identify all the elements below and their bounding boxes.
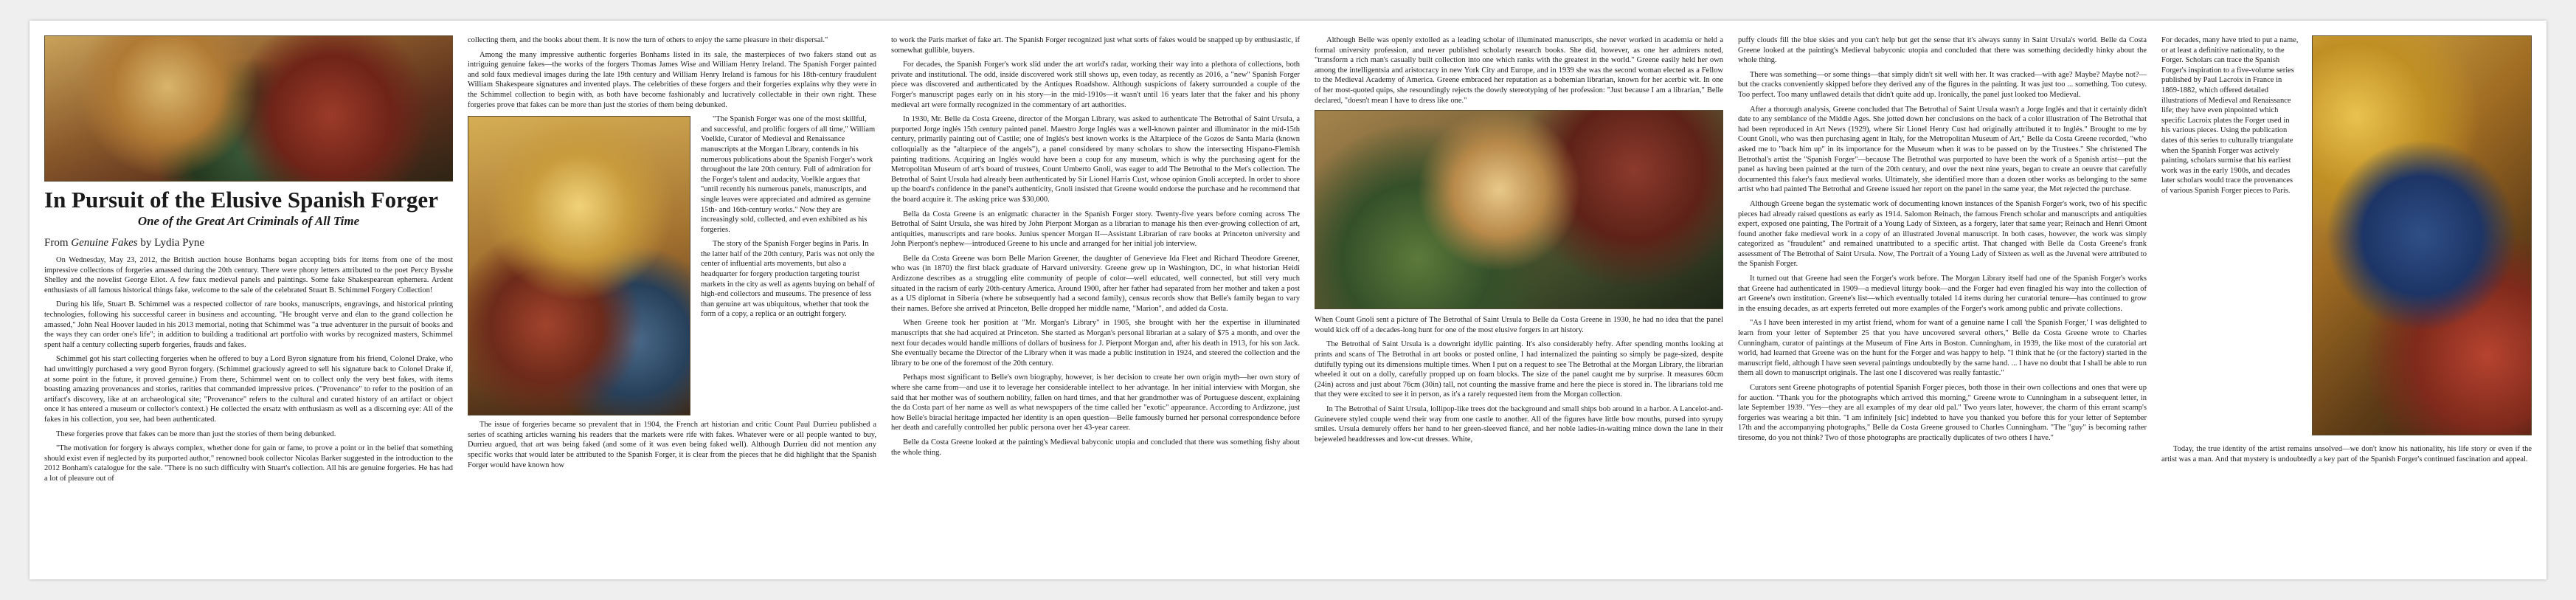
- paragraph: After a thorough analysis, Greene concluded that The Betrothal of Saint Ursula wasn't a Jorge Inglés and that it certainly didn't date to any semblance of the Middle Ages. She jotted down her conclusions on the back of a color illustration of The Betrothal that had been reproduced in Art News (1929), where Sir Lionel Henry Cust had originally attributed it to Inglés." Brought to me by Count Gnoli, who was then purchasing agent in Italy, for the Metropolitan Museum of Art," Belle da Costa Greene recorded, "who asked me to "back him up" in its importance for the Museum when it was to be passed on by the Trustees." She christened The Betrothal's artist the "Spanish Forger"—because The Betrothal was purported to have been the work of a Spanish artist—put the panel as having been painted at the turn of the 20th century, and over the next nine years, began to create an oeuvre that carefully documented this faker's faux medieval works. Ultimately, she identified more than a dozen other works as belonging to the same artist who had painted The Betrothal and Greene issued her report on the panel in the same year, the Met rejected the purchase.: [1738, 105, 2147, 194]
- paragraph: "As I have been interested in my artist friend, whom for want of a genuine name I call 'the Spanish Forger,' I was delighted to learn from your letter of September 25 that you have uncovered several others," Belle da Costa Greene wrote to Charles Cunningham, curator of paintings at the Museum of Fine Arts in Boston. Cunningham, in 1939, the like most of the curatorial art world, had learned that Greene was on the hunt for the Forger and was happy to help. "I think that he (or the factory) started in the manuscript field, although I have seen several paintings undoubtedly by the same hand. ... I have no doubt that I shall be able to run them all down to manuscript originals. The last one I discovered was really fantastic.": [1738, 319, 2147, 378]
- paragraph: Among the many impressive authentic forgeries Bonhams listed in its sale, the masterpieces of two fakers stand out as intriguing genuine fakes—the works of the forgers Thomas James Wise and William Henry Ireland. The Spanish Forger painted and sold faux medieval images during the late 19th century and William Henry Ireland is famous for his 18th-century fraudulent William Shakespeare signatures and invented plays. The celebrities of these forgers and their forgeries explains why they were in the Schimmel collection to begin with, as both have become fashionably and lucratively collectable in their own right. These forgeries prove that fakes can be more than just the stories of them being debunked.: [468, 50, 876, 109]
- paragraph: Today, the true identity of the artist remains unsolved—we don't know his nationality, his life story or even if the artist was a man. And that mystery is undoubtedly a key part of the Spanish Forger's continued fascination and appeal.: [2161, 445, 2532, 463]
- paragraph: collecting them, and the books about them. It is now the turn of others to enjoy the same pleasure in their dispersal.": [468, 36, 828, 44]
- header-painting: [44, 35, 453, 182]
- paragraph: These forgeries prove that fakes can be more than just the stories of them being debunked.: [56, 430, 336, 438]
- paragraph: When Greene took her position at "Mr. Morgan's Library" in 1905, she brought with her the expertise in illuminated manuscripts that she had acquired at Princeton. She started as Morgan's personal librarian at a salary of $75 a month, and over the next four decades would handle millions of dollars of business for J. Pierpont Morgan and, after his death in 1913, for his son Jack. She eventually became the Director of the Library when it was made a public institution in 1924, and steered the collection and the library to be one of the foremost of the 20th century.: [891, 319, 1300, 368]
- paragraph: The story of the Spanish Forger begins in Paris. In the latter half of the 20th century, Paris was not only the center of influential arts movements, but also a headquarter for forgery production targeting tourist markets in the city as well as agents buying on behalf of high-end collectors and museums. The presence of less than genuine art was ubiquitous, whether that took the form of a copy, a replica or an outright forgery.: [701, 240, 875, 319]
- article-title: In Pursuit of the Elusive Spanish Forger: [44, 187, 438, 213]
- paragraph: Although Greene began the systematic work of documenting known instances of the Spanish Forger's work, two of his specific pieces had already raised questions as early as 1914. Salomon Reinach, the famous French scholar and manuscripts and antiquities expert, exposed one painting, The Portrait of a Young Lady of Sixteen, as a forgery, later that same year; Reinach and Henri Omont found another fake medieval work in a copy of an illustrated Jovenal manuscript. In both cases, however, the work was simply categorized as "fraudulent" and remained unattributed to a specific artist. That changed with Belle da Costa Greene's frank assessment of The Betrothal of Saint Ursula. Now, The Portrait of a Young Lady of Sixteen as well as the Juvenal were attributed to the Spanish Forger.: [1738, 199, 2147, 269]
- paragraph: On Wednesday, May 23, 2012, the British auction house Bonhams began accepting bids for items from one of the most impressive collections of forgeries amassed during the 20th century. There were phony letters attributed to the poet Percy Bysshe Shelley and the novelist George Eliot. A few faux medieval panels and paintings. Some fake Shakespearean ephemera. Ardent enthusiasts of all famous historical things fake, welcome to the sale of the celebrated Stuart B. Schimmel Forgery Collection!: [44, 256, 453, 294]
- bottom-text-block: [2161, 444, 2532, 469]
- paragraph: "The motivation for forgery is always complex, whether done for gain or fame, to prove a point or in the belief that something should exist even if neglected by its purported author," renowned book collector Nicolas Barker suggested in the introduction to the 2012 Bonham's catalogue for the sale. "There is no such difficulty with Stuart's collection. All his are genuine forgeries. He has had a lot of pleasure out of: [44, 444, 453, 483]
- painting-saints-icon: [45, 36, 453, 181]
- column-1: [44, 35, 453, 565]
- painting-betrothal-icon: [1315, 111, 1723, 308]
- paragraph: Belle da Costa Greene looked at the painting's Medieval babyconic utopia and concluded that there was something fishy about the whole thing.: [891, 438, 1300, 457]
- narrow-text-block: [2161, 35, 2300, 201]
- madonna-painting: [468, 116, 690, 415]
- illuminated-letter-icon: [2313, 36, 2531, 435]
- paragraph: The issue of forgeries became so prevalent that in 1904, the French art historian and critic Count Paul Durrieu published a series of scathing articles warning his readers that the markets were rife with fakes. Whatever were or all people wanted to buy, Durrieu argued, that art was being faked (and some of it was even being faked well). Although Durrieu did not mention any specific works that would later be attributed to the Spanish Forger, it is clear from the pieces that he did highlight that the Spanish Forger would have known how: [468, 421, 876, 469]
- column-4: [1315, 35, 1723, 565]
- paragraph: When Count Gnoli sent a picture of The Betrothal of Saint Ursula to Belle da Costa Greene in 1930, he had no idea that the panel would kick off of a decades-long hunt for one of the most elusive forgers in art history.: [1315, 316, 1723, 334]
- paragraph: During his life, Stuart B. Schimmel was a respected collector of rare books, manuscripts, engravings, and historical printing technologies, following his successful career in business and accounting. "He brought verve and élan to the grand collection he amassed," John Neal Hoover lauded in his 2013 memorial, noting that Schimmel was "a true adventurer in the pursuit of books and the ways they can order one's life"; in addition to building a traditional art portfolio with works by recognized masters, Schimmel spent half a century collecting superb forgeries, frauds and fakes.: [44, 300, 453, 349]
- betrothal-painting: [1315, 110, 1723, 309]
- paragraph: There was something—or some things—that simply didn't sit well with her. It was cracked—with age? Maybe? Maybe not?—but the cracks conveniently skipped before they derived any of the figures in the painting. It was just too ... something. Too cutesy. Too perfect. Too many unflawed details that didn't quite add up. Ironically, the panel just looked too Medieval.: [1738, 70, 2147, 99]
- byline: [44, 236, 453, 249]
- column-2: [468, 35, 876, 565]
- byline-source: Genuine Fakes: [71, 237, 138, 249]
- paragraph: For decades, many have tried to put a name, or at least a definitive nationality, to the Forger. Scholars can trace the Spanish Forger's inspiration to a five-volume series published by Paul Lacroix in France in 1869-1882, which offered detailed illustrations of Medieval and Renaissance life; they have even pinpointed which specific Lacroix plates the Forger used in his various pieces. Using the publication dates of this series to culturally triangulate when the Spanish Forger was actively painting, scholars surmise that his earliest work was in the early 1900s, and decades later scholars would trace the provenances of various Spanish Forger pieces to Paris.: [2161, 36, 2299, 195]
- paragraph: Bella da Costa Greene is an enigmatic character in the Spanish Forger story. Twenty-five years before coming across The Betrothal of Saint Ursula, she was hired by John Pierpont Morgan as a librarian to manage his then ever-growing collection of art, antiquities, manuscripts and rare books. Junius spencer Morgan II—Assistant Librarian of rare books at Princeton university and John Pierpont's nephew—introduced Greene to his uncle and arranged for her initial job interview.: [891, 210, 1300, 249]
- article-subtitle: One of the Great Art Criminals of All Time: [137, 214, 360, 228]
- illuminated-letter: [2312, 35, 2532, 435]
- paragraph: The Betrothal of Saint Ursula is a downright idyllic painting. It's also considerably hefty. After spending months looking at prints and scans of The Betrothal in art books or posted online, I had internalized the painting so simply be page-sized, despite dutifully typing out its dimensions multiple times. When I put on a request to see The Betrothal at the Morgan Library, the librarian wheeled it out on a dolly, carefully propped up on foam blocks. The size of the panel caught me by surprise. It measures 60cm (24in) across and just about 76cm (30in) tall, not counting the massive frame and here the piece is stored in. The librarians told me that they were excited to see it in person, as it's a rarely requested item from the Morgan collection.: [1315, 340, 1723, 399]
- paragraph: In The Betrothal of Saint Ursula, lollipop-like trees dot the background and small ships bob around in a harbor. A Lancelot-and-Guinevere styled couple wend their way from one castle to another. All of the figures have little bow mouths, pursed into syrupy smiles. Ursula demurely offers her hand to her green-sleeved fiancé, and her noble ladies-in-waiting mince down the lane in their bejeweled headdresses and low-cut dresses. White,: [1315, 404, 1723, 444]
- paragraph: Belle da Costa Greene was born Belle Marion Greener, the daughter of Genevieve Ida Fleet and Richard Theodore Greener, who was (in 1870) the first black graduate of Harvard university. Greene grew up in Washington, DC, in what historian Heidi Ardizzone describes as a struggling elite community of people of color—well educated, well connected, but still very much situated in the racism of early 20th-century America. Around 1900, after her father had separated from her mother and taken a post as a US diplomat in Siberia (where he subsequently had a second family), census records show that Belle's family began to vary their names. Before she arrived at Princeton, Belle dropped her middle name, "Marion", and added da Costa.: [891, 254, 1300, 313]
- paragraph: Curators sent Greene photographs of potential Spanish Forger pieces, both those in their own collections and ones that were up for auction. "Thank you for the photographs which arrived this morning," Greene wrote to Cunningham in a subsequent letter, in late September 1939. "Yes—they are all examples of my dear old pal." Two years later, however, the charm of this errant scamp's forgeries was wearing a bit thin. "I am infinitely [sic] indebted to have you thanked you before this for your letter of September 17th and the accompanying photographs," Belle da Costa Greene groused to Charles Cunningham. "The "guy" is becoming rather tiresome, do you not think? Two of those photographs are practically duplicates of two others I have.": [1738, 384, 2147, 442]
- paragraph: "The Spanish Forger was one of the most skillful, and successful, and prolific forgers of all time," William Voelkle, Curator of Medieval and Renaissance manuscripts at the Morgan Library, contends in his numerous publications about the Spanish Forger's work throughout the late 20th century. Full of admiration for the Forger's talent and audacity, Voelkle argues that "until recently his numerous panels, manuscripts, and single leaves were appreciated and admired as genuine 15th- and 16th-century works." Now they are increasingly sold, collected, and even exhibited as his forgeries.: [701, 115, 876, 234]
- article-page: [30, 21, 2546, 579]
- column-3: [891, 35, 1300, 565]
- paragraph: to work the Paris market of fake art. The Spanish Forger recognized just what sorts of fakes would be snapped up by enthusiastic, if somewhat gullible, buyers.: [891, 36, 1300, 55]
- paragraph: For decades, the Spanish Forger's work slid under the art world's radar, working their way into a plethora of collections, both private and institutional. The odd, inside discovered work still shows up, even today, as recently as 2016, a "new" Spanish Forger piece was discovered and authenticated by the Antiques Roadshow. Although suspicions of fakery surrounded a couple of the Forger's manuscript pages early on in his story—in the mid-1910s—it wasn't until 16 years later that the faker and his phony medieval art were formally recognized in the commentary of art authorities.: [891, 61, 1300, 109]
- column-6: [2161, 35, 2532, 565]
- paragraph: puffy clouds fill the blue skies and you can't help but get the sense that it's always sunny in Saint Ursula's world. Belle da Costa Greene looked at the painting's Medieval babyconic utopia and concluded that there was something decidedly hinky about the whole thing.: [1738, 36, 2147, 65]
- byline-author: by Lydia Pyne: [137, 237, 205, 249]
- paragraph: Schimmel got his start collecting forgeries when he offered to buy a Lord Byron signature from his friend, Colonel Drake, who had unwittingly purchased a very good Byron forgery. (Schimmel graciously agreed to sell his signature back to Colonel Drake if, at some point in the future, it proved genuine.) From there, Schimmel went on to collect only the very best fakes, with items boasting amazing provenances and stories, rarities that commanded impressive prices. ("Provenance" to refer to the position of an artifact's discovery, like at an archaeological site; "Provenance" refers to the cultural and curated history of an artifact or object once it has entered a museum or collector's context.) He collected the ersatz with enthusiasm as well as a discerning eye: All of the fakes in his collection, you see, had been authenticated.: [44, 355, 453, 424]
- painting-madonna-icon: [468, 117, 690, 415]
- byline-prefix: From: [44, 237, 72, 249]
- paragraph: Although Belle was openly extolled as a leading scholar of illuminated manuscripts, she never worked in academia or held a formal university profession, and never published scholarly research books. She did, however, as one her admirers noted, "transform a rich man's casually built collection into one which ranks with the greatest in the world." Greene easily held her own among the intelligentsia and aristocracy in new York City and Europe, and in 1939 she was the second woman elected as a Fellow to the Medieval Academy of America. Greene embraced her reputation as a bohemian librarian, known for her acerbic wit. In one of her most-quoted quips, she resoundingly rejects the dowdy stereotyping of her profession: "Just because I am a librarian," Belle declared, "doesn't mean I have to dress like one.": [1315, 36, 1723, 105]
- column-5: [1738, 35, 2147, 565]
- paragraph: It turned out that Greene had seen the Forger's work before. The Morgan Library itself had one of the Spanish Forger's works that Greene had authenticated in 1909—a medieval liturgy book—and the Forger had even finagled his way into the collection of art Greene's own institution. Greene's list—which eventually totaled 14 items during her curatorial tenure—has continued to grow in the ensuing decades, as art experts ferreted out more examples of the Forger's work among public and private collections.: [1738, 275, 2147, 313]
- paragraph: In 1930, Mr. Belle da Costa Greene, director of the Morgan Library, was asked to authenticate The Betrothal of Saint Ursula, a purported Jorge inglés 15th century painted panel. Maestro Jorge Inglés was a well-known painter and illuminator in the mid-15th century, primarily painting out of Castile; one of Inglés's best known works is the Altarpiece of the Gozos de Santa María (known colloquially as the "altarpiece of the angels"), a panel considered by many scholars to show the intersecting Hispano-Flemish painting traditions. Acquiring an Inglés would have been a coup for any museum, which is why the purchasing agent for the Metropolitan Museum of art's board of trustees, Count Umberto Gnoli, was eager to add The Betrothal to the Met's collection. The Betrothal of Saint Ursula had already been authenticated by Sir Lionel Harris Cust, whose opinion Gnoli accepted. In order to shore up the board's confidence in the panel's authenticity, Gnoli insisted that Greene would endorse the purchase and he recommend that the board acquire it. The asking price was $30,000.: [891, 115, 1300, 204]
- paragraph: Perhaps most significant to Belle's own biography, however, is her decision to create her own origin myth—her own story of where she came from—and use it to leverage her considerable intellect to her advantage. In her initial interview with Morgan, she said that her mother was of southern nobility, fallen on hard times, and that her grandmother was of Portuguese descent, explaining the da Costa part of her name as well as what newspapers of the time called her "exotic" appearance. According to Ardizzone, just how Belle's biracial heritage impacted her identity is an open question—Belle famously burned her personal correspondence before her death and carefully controlled her public persona over her 43-year career.: [891, 373, 1300, 432]
